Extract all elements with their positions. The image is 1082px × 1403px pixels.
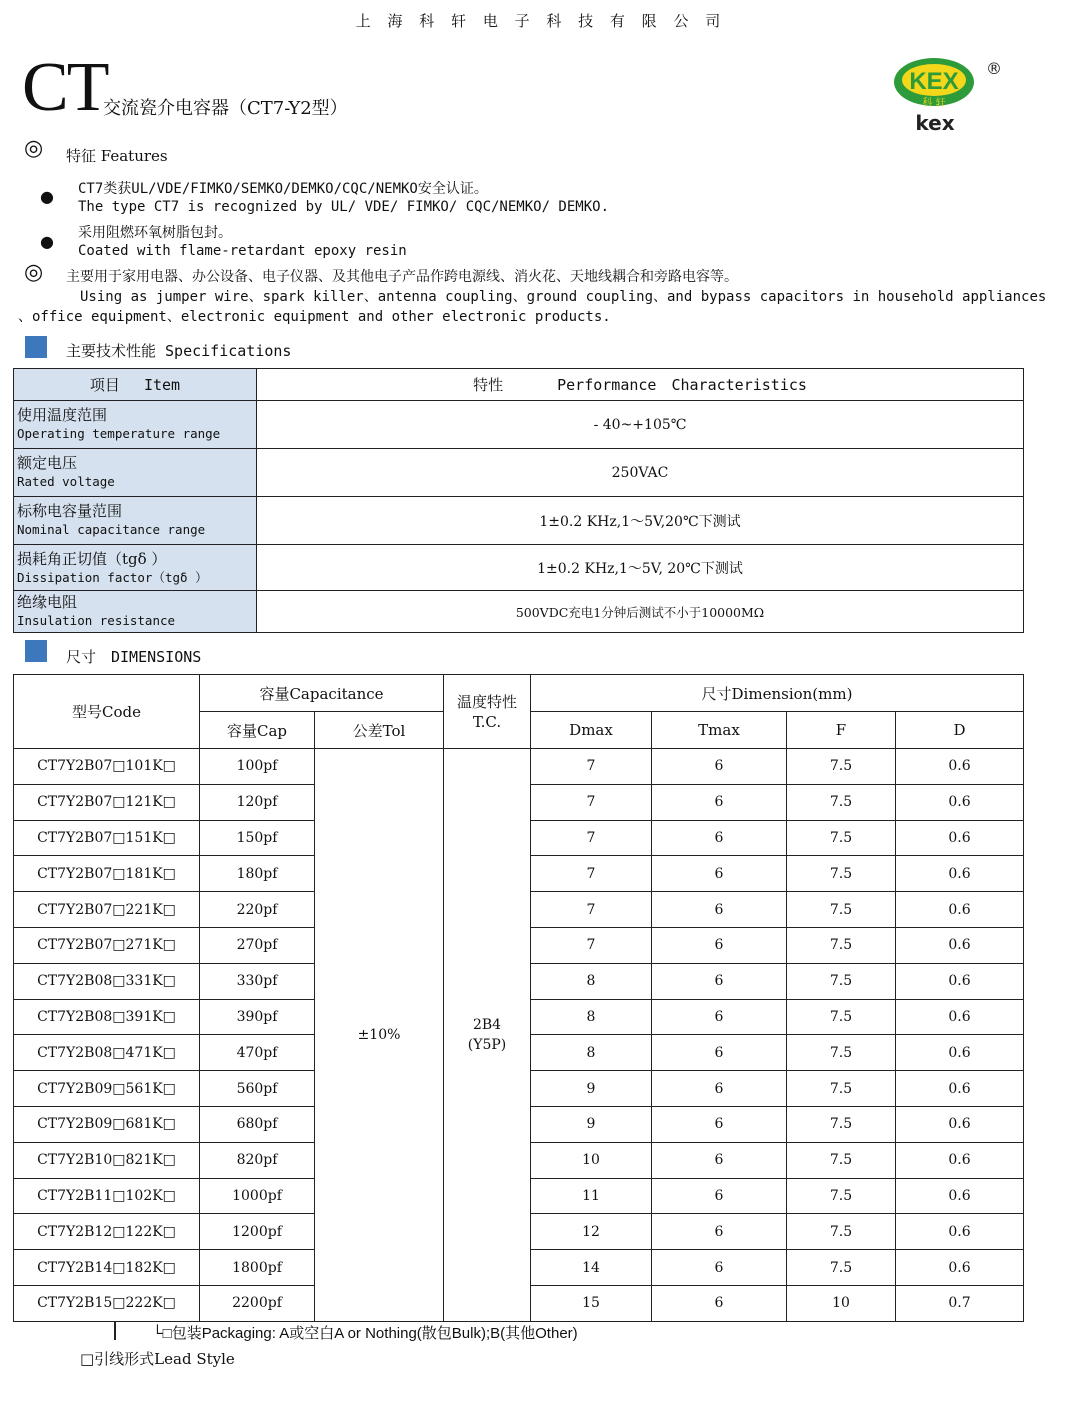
cell-code: CT7Y2B08□331K□ xyxy=(14,963,200,999)
usage-en-1: Using as jumper wire、spark killer、antenna coupling、ground coupling、and bypass capacitors in household appliances xyxy=(80,289,1047,305)
kex-logo-icon xyxy=(890,56,1002,134)
cell-dmax: 7 xyxy=(531,749,652,785)
col-tol: 公差Tol xyxy=(315,712,444,749)
cell-code: CT7Y2B07□271K□ xyxy=(14,927,200,963)
cell-f: 7.5 xyxy=(787,1178,896,1214)
cell-cap: 560pf xyxy=(200,1071,315,1107)
cell-dmax: 7 xyxy=(531,892,652,928)
logo-cn: 科 轩 xyxy=(922,98,946,109)
cell-dmax: 9 xyxy=(531,1071,652,1107)
cell-tmax: 6 xyxy=(652,1178,787,1214)
cell-code: CT7Y2B07□181K□ xyxy=(14,856,200,892)
cell-f: 7.5 xyxy=(787,963,896,999)
feature-2-en: Coated with flame-retardant epoxy resin xyxy=(78,243,407,259)
spec-value: - 40~+105℃ xyxy=(257,401,1024,449)
cell-tmax: 6 xyxy=(652,856,787,892)
cell-code: CT7Y2B07□151K□ xyxy=(14,820,200,856)
specs-heading: 主要技术性能 Specifications xyxy=(66,342,292,360)
cell-dmax: 7 xyxy=(531,820,652,856)
col-cap: 容量Cap xyxy=(200,712,315,749)
cell-code: CT7Y2B10□821K□ xyxy=(14,1142,200,1178)
cell-d: 0.6 xyxy=(896,1142,1024,1178)
cell-cap: 180pf xyxy=(200,856,315,892)
cell-d: 0.6 xyxy=(896,999,1024,1035)
cell-d: 0.6 xyxy=(896,1178,1024,1214)
feature-1-en: The type CT7 is recognized by UL/ VDE/ FIMKO/ CQC/NEMKO/ DEMKO. xyxy=(78,199,610,215)
cell-cap: 390pf xyxy=(200,999,315,1035)
cell-code: CT7Y2B07□101K□ xyxy=(14,749,200,785)
cell-cap: 150pf xyxy=(200,820,315,856)
cell-cap: 220pf xyxy=(200,892,315,928)
cell-code: CT7Y2B14□182K□ xyxy=(14,1250,200,1286)
cell-cap: 270pf xyxy=(200,927,315,963)
cell-dmax: 8 xyxy=(531,1035,652,1071)
cell-code: CT7Y2B07□121K□ xyxy=(14,784,200,820)
table-row xyxy=(14,749,1024,785)
specs-table xyxy=(13,368,1024,633)
spec-value: 500VDC充电1分钟后测试不小于10000MΩ xyxy=(257,591,1024,633)
dimensions-heading: 尺寸 DIMENSIONS xyxy=(66,648,202,666)
cell-code: CT7Y2B15□222K□ xyxy=(14,1285,200,1321)
cell-tolerance: ±10% xyxy=(315,749,444,1322)
cell-tmax: 6 xyxy=(652,963,787,999)
spec-label: 损耗角正切值（tgδ ） Dissipation factor（tgδ ） xyxy=(14,545,257,591)
col-dimension: 尺寸Dimension(mm) xyxy=(531,675,1024,712)
usage-en-2: 、office equipment、electronic equipment and other electronic products. xyxy=(18,309,611,325)
cell-f: 7.5 xyxy=(787,1214,896,1250)
spec-label: 标称电容量范围 Nominal capacitance range xyxy=(14,497,257,545)
registered-mark: ® xyxy=(986,59,1002,78)
cell-f: 7.5 xyxy=(787,749,896,785)
cell-cap: 100pf xyxy=(200,749,315,785)
spec-value: 250VAC xyxy=(257,449,1024,497)
cell-d: 0.7 xyxy=(896,1285,1024,1321)
cell-tmax: 6 xyxy=(652,820,787,856)
cell-d: 0.6 xyxy=(896,892,1024,928)
section-marker-icon xyxy=(25,640,47,662)
cell-code: CT7Y2B08□391K□ xyxy=(14,999,200,1035)
spec-label: 绝缘电阻 Insulation resistance xyxy=(14,591,257,633)
cell-tmax: 6 xyxy=(652,1106,787,1142)
cell-d: 0.6 xyxy=(896,963,1024,999)
kex-logo xyxy=(890,56,1002,134)
cell-cap: 680pf xyxy=(200,1106,315,1142)
cell-code: CT7Y2B09□561K□ xyxy=(14,1071,200,1107)
specs-row xyxy=(14,591,1024,633)
bullet-dot-icon: ● xyxy=(40,187,54,206)
footnote-divider xyxy=(114,1322,116,1340)
cell-code: CT7Y2B09□681K□ xyxy=(14,1106,200,1142)
bullet-dot-icon: ● xyxy=(40,232,54,251)
cell-f: 7.5 xyxy=(787,1071,896,1107)
cell-cap: 820pf xyxy=(200,1142,315,1178)
specs-col-item: 项目 Item xyxy=(14,369,257,401)
cell-cap: 1200pf xyxy=(200,1214,315,1250)
spec-value: 1±0.2 KHz,1～5V, 20℃下测试 xyxy=(257,545,1024,591)
logo-text: kex xyxy=(915,111,955,134)
cell-dmax: 15 xyxy=(531,1285,652,1321)
bullet-circle-icon: ◎ xyxy=(24,260,44,285)
cell-tc: 2B4 (Y5P) xyxy=(444,749,531,1322)
specs-row xyxy=(14,401,1024,449)
footnote-lead-style: □引线形式Lead Style xyxy=(80,1350,235,1368)
cell-dmax: 12 xyxy=(531,1214,652,1250)
cell-d: 0.6 xyxy=(896,1035,1024,1071)
cell-dmax: 9 xyxy=(531,1106,652,1142)
cell-f: 7.5 xyxy=(787,927,896,963)
cell-f: 7.5 xyxy=(787,1142,896,1178)
cell-tmax: 6 xyxy=(652,749,787,785)
cell-cap: 120pf xyxy=(200,784,315,820)
cell-f: 7.5 xyxy=(787,1035,896,1071)
footnote-packaging: └□包装Packaging: A或空白A or Nothing(散包Bulk);B(其他Other) xyxy=(152,1325,578,1342)
cell-tmax: 6 xyxy=(652,999,787,1035)
cell-cap: 470pf xyxy=(200,1035,315,1071)
cell-f: 7.5 xyxy=(787,820,896,856)
logo-mark: KEX xyxy=(909,68,959,95)
feature-2-cn: 采用阻燃环氧树脂包封。 xyxy=(78,225,232,241)
cell-f: 10 xyxy=(787,1285,896,1321)
cell-cap: 1000pf xyxy=(200,1178,315,1214)
spec-value: 1±0.2 KHz,1～5V,20℃下测试 xyxy=(257,497,1024,545)
cell-f: 7.5 xyxy=(787,1250,896,1286)
features-heading: 特征 Features xyxy=(66,147,168,165)
product-code: CT xyxy=(22,49,108,126)
cell-dmax: 7 xyxy=(531,784,652,820)
cell-d: 0.6 xyxy=(896,856,1024,892)
cell-dmax: 7 xyxy=(531,927,652,963)
cell-code: CT7Y2B08□471K□ xyxy=(14,1035,200,1071)
product-subtitle: 交流瓷介电容器（CT7-Y2型） xyxy=(103,98,348,119)
cell-code: CT7Y2B12□122K□ xyxy=(14,1214,200,1250)
col-code: 型号Code xyxy=(14,675,200,749)
cell-f: 7.5 xyxy=(787,1106,896,1142)
cell-d: 0.6 xyxy=(896,749,1024,785)
cell-code: CT7Y2B11□102K□ xyxy=(14,1178,200,1214)
cell-d: 0.6 xyxy=(896,784,1024,820)
cell-cap: 2200pf xyxy=(200,1285,315,1321)
cell-tmax: 6 xyxy=(652,927,787,963)
cell-dmax: 8 xyxy=(531,999,652,1035)
cell-f: 7.5 xyxy=(787,784,896,820)
specs-row xyxy=(14,497,1024,545)
cell-tmax: 6 xyxy=(652,1071,787,1107)
cell-d: 0.6 xyxy=(896,820,1024,856)
col-dmax: Dmax xyxy=(531,712,652,749)
dim-header-row-1 xyxy=(14,675,1024,712)
cell-cap: 1800pf xyxy=(200,1250,315,1286)
company-name: 上 海 科 轩 电 子 科 技 有 限 公 司 xyxy=(355,12,727,30)
cell-d: 0.6 xyxy=(896,927,1024,963)
col-capacitance: 容量Capacitance xyxy=(200,675,444,712)
cell-tmax: 6 xyxy=(652,1250,787,1286)
cell-tmax: 6 xyxy=(652,1035,787,1071)
cell-dmax: 14 xyxy=(531,1250,652,1286)
cell-f: 7.5 xyxy=(787,999,896,1035)
cell-dmax: 10 xyxy=(531,1142,652,1178)
col-tmax: Tmax xyxy=(652,712,787,749)
feature-1-cn: CT7类获UL/VDE/FIMKO/SEMKO/DEMKO/CQC/NEMKO安全认证。 xyxy=(78,181,488,197)
cell-tmax: 6 xyxy=(652,784,787,820)
cell-dmax: 7 xyxy=(531,856,652,892)
cell-d: 0.6 xyxy=(896,1214,1024,1250)
cell-tmax: 6 xyxy=(652,892,787,928)
cell-tmax: 6 xyxy=(652,1285,787,1321)
specs-col-performance: 特性 Performance Characteristics xyxy=(257,369,1024,401)
specs-row xyxy=(14,449,1024,497)
cell-dmax: 11 xyxy=(531,1178,652,1214)
cell-cap: 330pf xyxy=(200,963,315,999)
col-tc: 温度特性 T.C. xyxy=(444,675,531,749)
cell-f: 7.5 xyxy=(787,892,896,928)
bullet-circle-icon: ◎ xyxy=(24,136,44,161)
cell-tmax: 6 xyxy=(652,1142,787,1178)
cell-f: 7.5 xyxy=(787,856,896,892)
cell-tmax: 6 xyxy=(652,1214,787,1250)
section-marker-icon xyxy=(25,336,47,358)
col-f: F xyxy=(787,712,896,749)
usage-cn: 主要用于家用电器、办公设备、电子仪器、及其他电子产品作跨电源线、消火花、天地线耦合和旁路电容等。 xyxy=(66,269,738,285)
specs-row xyxy=(14,545,1024,591)
cell-d: 0.6 xyxy=(896,1250,1024,1286)
cell-d: 0.6 xyxy=(896,1071,1024,1107)
cell-dmax: 8 xyxy=(531,963,652,999)
spec-label: 使用温度范围 Operating temperature range xyxy=(14,401,257,449)
specs-header-row xyxy=(14,369,1024,401)
dimensions-table xyxy=(13,674,1024,1322)
cell-code: CT7Y2B07□221K□ xyxy=(14,892,200,928)
spec-label: 额定电压 Rated voltage xyxy=(14,449,257,497)
cell-d: 0.6 xyxy=(896,1106,1024,1142)
col-d: D xyxy=(896,712,1024,749)
